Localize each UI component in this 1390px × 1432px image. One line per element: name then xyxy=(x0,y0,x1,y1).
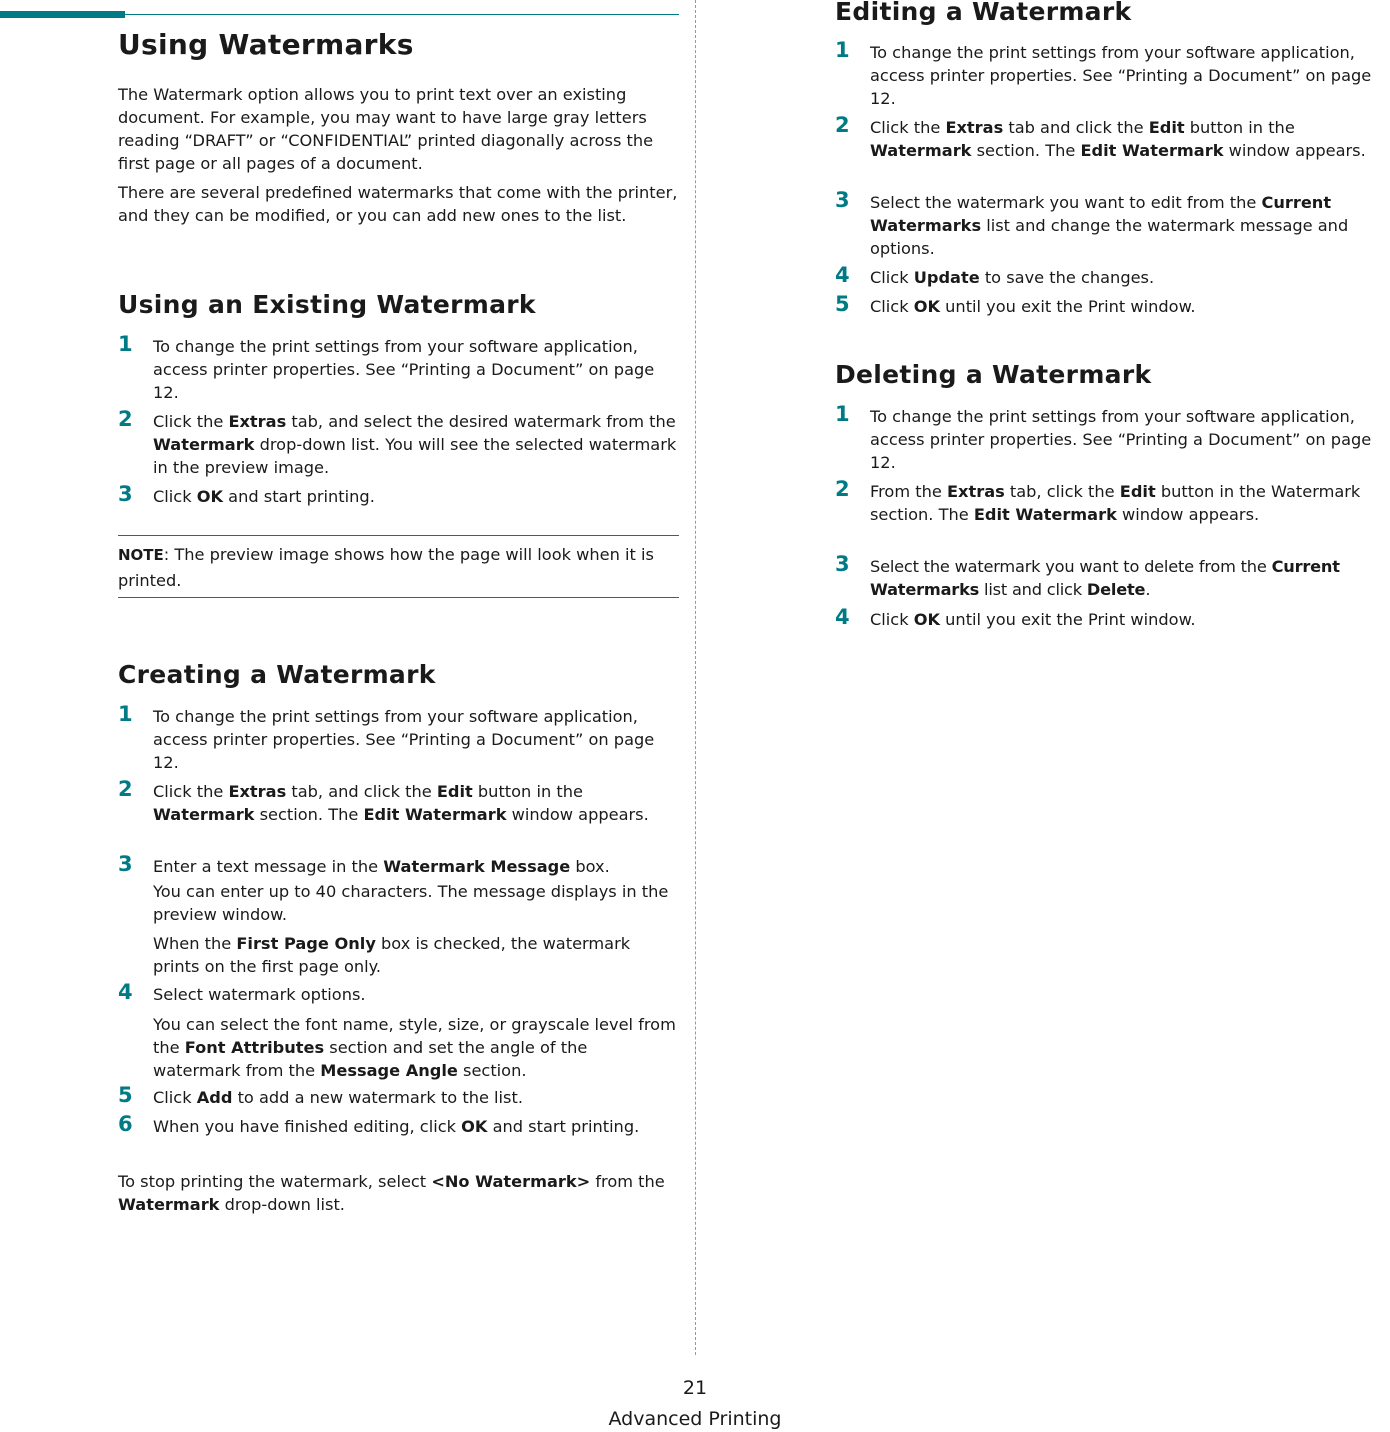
step-bold: Extras xyxy=(228,782,287,801)
step-bold: Watermark xyxy=(870,141,972,160)
creating-step-1 xyxy=(118,702,679,774)
header-accent-bar xyxy=(0,11,125,18)
header-rule xyxy=(125,14,679,15)
step-text: Select the watermark you want to edit from the xyxy=(870,193,1262,212)
step-bold: Extras xyxy=(228,412,287,431)
para-text: drop-down list. xyxy=(219,1195,345,1214)
step-bold: Extras xyxy=(946,482,1005,501)
column-divider xyxy=(695,0,696,1355)
step-text: To change the print settings from your software application, access printer properties. See “Printing a Document” on page 12. xyxy=(153,707,655,772)
step-text: tab, click the xyxy=(1004,482,1120,501)
step-text: tab, and select the desired watermark from the xyxy=(286,412,676,431)
step-bold: Font Attributes xyxy=(184,1038,325,1057)
step-text: box. xyxy=(570,857,610,876)
editing-step-1 xyxy=(835,38,1390,110)
deleting-step-4 xyxy=(835,605,1390,631)
step-text: Select watermark options. xyxy=(153,985,366,1004)
step-bold: Message Angle xyxy=(320,1061,458,1080)
para-text: To stop printing the watermark, select xyxy=(118,1172,432,1191)
existing-step-2 xyxy=(118,407,679,479)
stop-watermark-paragraph xyxy=(118,1170,679,1216)
intro-paragraph-1: The Watermark option allows you to print text over an existing document. For example, you may want to have large gray letters reading “DRAFT” or “CONFIDENTIAL” printed diagonally across the first page or all pages of a document. xyxy=(118,85,654,173)
step-text: To change the print settings from your software application, access printer properties. See “Printing a Document” on page 12. xyxy=(153,337,655,402)
deleting-step-3 xyxy=(835,552,1390,601)
editing-step-2 xyxy=(835,113,1390,162)
para-bold: Watermark xyxy=(118,1195,220,1214)
step-bold: Watermark xyxy=(153,805,255,824)
step-number: 6 xyxy=(118,1112,133,1136)
step-text: button in the xyxy=(472,782,583,801)
step-bold: OK xyxy=(461,1117,488,1136)
existing-step-1 xyxy=(118,332,679,404)
step-text: Click xyxy=(153,487,197,506)
footer-section-title: Advanced Printing xyxy=(608,1408,782,1430)
step-text: window appears. xyxy=(1116,505,1260,524)
step-bold: OK xyxy=(913,610,941,629)
step-text: until you exit the Print window. xyxy=(940,610,1196,629)
section-title-existing: Using an Existing Watermark xyxy=(118,290,536,319)
step-text: button in the xyxy=(1184,118,1295,137)
deleting-step-2 xyxy=(835,477,1390,526)
page-title: Using Watermarks xyxy=(118,28,414,61)
step-number: 2 xyxy=(835,477,850,501)
step-bold: Edit Watermark xyxy=(363,805,507,824)
step-number: 1 xyxy=(835,38,850,62)
note-label: NOTE xyxy=(118,546,164,564)
step-text: . xyxy=(1145,580,1151,599)
step-bold: First Page Only xyxy=(236,934,376,953)
step-number: 4 xyxy=(118,980,133,1004)
step-text: list and click xyxy=(979,580,1087,599)
step-number: 2 xyxy=(118,777,133,801)
creating-step-3-detail: You can enter up to 40 characters. The message displays in the preview window. xyxy=(153,882,669,924)
editing-step-4 xyxy=(835,263,1390,289)
step-number: 3 xyxy=(118,852,133,876)
step-text: until you exit the Print window. xyxy=(940,297,1196,316)
step-number: 4 xyxy=(835,263,850,287)
creating-step-4-detail xyxy=(118,1013,679,1082)
step-text: Click xyxy=(153,1088,197,1107)
step-bold: Edit xyxy=(436,782,473,801)
step-number: 1 xyxy=(835,402,850,426)
note-text: : The preview image shows how the page will look when it is printed. xyxy=(118,545,654,590)
step-number: 3 xyxy=(118,482,133,506)
section-title-editing: Editing a Watermark xyxy=(835,0,1132,26)
step-bold: OK xyxy=(913,297,941,316)
step-text: button in the Watermark section. The xyxy=(870,482,1361,524)
step-text: You can select the font name, style, size, or grayscale level from the xyxy=(153,1015,676,1057)
step-text: Click the xyxy=(153,412,229,431)
step-text: and start printing. xyxy=(487,1117,640,1136)
step-number: 2 xyxy=(118,407,133,431)
editing-step-5 xyxy=(835,292,1390,318)
step-text: window appears. xyxy=(506,805,649,824)
step-text: When you have finished editing, click xyxy=(153,1117,462,1136)
step-text: Click the xyxy=(870,118,946,137)
step-text: Enter a text message in the xyxy=(153,857,384,876)
step-bold: Watermark xyxy=(153,435,255,454)
step-text: From the xyxy=(870,482,947,501)
section-title-creating: Creating a Watermark xyxy=(118,660,436,689)
creating-step-6 xyxy=(118,1112,679,1138)
step-number: 2 xyxy=(835,113,850,137)
page-number: 21 xyxy=(682,1377,708,1399)
section-title-deleting: Deleting a Watermark xyxy=(835,360,1152,389)
step-text: tab, and click the xyxy=(286,782,437,801)
step-text: To change the print settings from your software application, access printer properties. See “Printing a Document” on page 12. xyxy=(870,43,1372,108)
step-text: Click xyxy=(870,268,914,287)
step-bold: Watermark Message xyxy=(383,857,571,876)
creating-step-2 xyxy=(118,777,679,826)
step-text: Click the xyxy=(153,782,229,801)
existing-step-3 xyxy=(118,482,679,508)
step-text: section. The xyxy=(254,805,364,824)
step-text: To change the print settings from your software application, access printer properties. See “Printing a Document” on page 12. xyxy=(870,407,1372,472)
step-text: section. The xyxy=(971,141,1081,160)
step-bold: Edit xyxy=(1119,482,1156,501)
step-text: section. xyxy=(457,1061,527,1080)
step-bold: Current Watermarks xyxy=(870,557,1340,599)
creating-step-3 xyxy=(118,852,679,878)
step-bold: Update xyxy=(913,268,980,287)
step-bold: Extras xyxy=(945,118,1004,137)
intro-paragraph-2: There are several predefined watermarks that come with the printer, and they can be modified, or you can add new ones to the list. xyxy=(118,183,678,225)
step-text: Select the watermark you want to delete from the xyxy=(870,557,1272,576)
step-number: 3 xyxy=(835,552,850,576)
step-bold: Edit xyxy=(1148,118,1185,137)
note-box xyxy=(118,535,679,598)
step-bold: Edit Watermark xyxy=(1080,141,1224,160)
step-text: Click xyxy=(870,610,914,629)
step-bold: Edit Watermark xyxy=(973,505,1117,524)
step-text: drop-down list. You will see the selected watermark in the preview image. xyxy=(153,435,677,477)
step-bold: Add xyxy=(196,1088,233,1107)
step-text: section and set the angle of the watermark from the xyxy=(153,1038,588,1080)
para-text: from the xyxy=(590,1172,665,1191)
step-number: 1 xyxy=(118,702,133,726)
step-text: When the xyxy=(153,934,237,953)
step-text: window appears. xyxy=(1223,141,1366,160)
step-bold: Current Watermarks xyxy=(870,193,1332,235)
para-bold: <No Watermark> xyxy=(431,1172,591,1191)
step-bold: OK xyxy=(196,487,224,506)
step-number: 4 xyxy=(835,605,850,629)
step-number: 1 xyxy=(118,332,133,356)
step-number: 3 xyxy=(835,188,850,212)
step-text: and start printing. xyxy=(223,487,375,506)
step-text: to save the changes. xyxy=(979,268,1155,287)
step-text: Click xyxy=(870,297,914,316)
step-text: tab and click the xyxy=(1003,118,1149,137)
deleting-step-1 xyxy=(835,402,1390,474)
step-text: list and change the watermark message and options. xyxy=(870,216,1349,258)
creating-step-5 xyxy=(118,1083,679,1109)
step-bold: Delete xyxy=(1086,580,1146,599)
creating-step-3-note xyxy=(118,932,679,978)
step-number: 5 xyxy=(835,292,850,316)
creating-step-4 xyxy=(118,980,679,1006)
step-text: box is checked, the watermark prints on the first page only. xyxy=(153,934,631,976)
editing-step-3 xyxy=(835,188,1390,260)
step-text: to add a new watermark to the list. xyxy=(232,1088,523,1107)
step-number: 5 xyxy=(118,1083,133,1107)
